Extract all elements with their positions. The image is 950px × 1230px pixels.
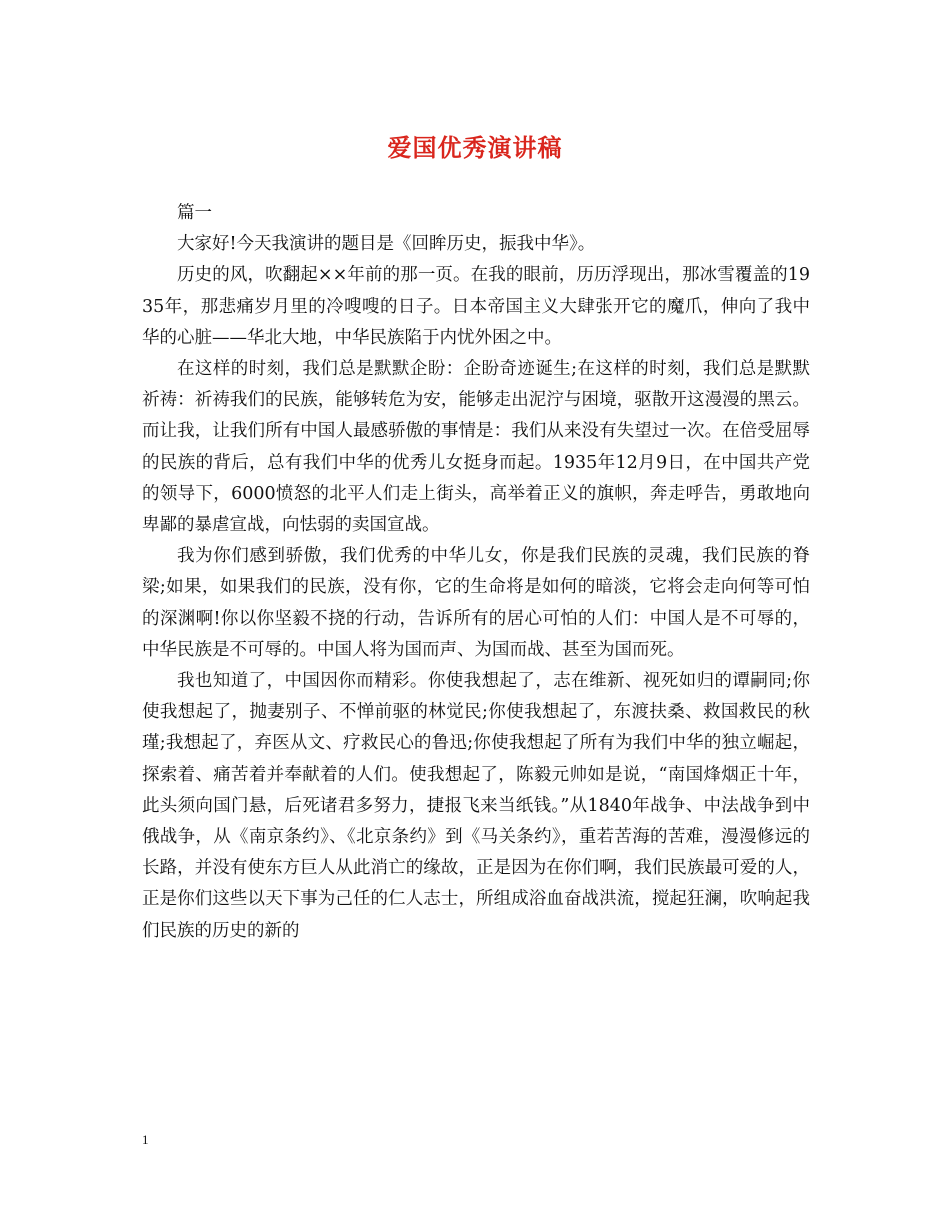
- paragraph: 篇一: [177, 203, 212, 223]
- paragraph: 我也知道了，中国因你而精彩。你使我想起了，志在维新、视死如归的谭嗣同;你使我想起了，抛妻别子、不惮前驱的林觉民;你使我想起了，东渡扶桑、救国救民的秋瑾;我想起了，弃医从文、疗救民心的鲁迅;你使我想起了所有为我们中华的独立崛起，探索着、痛苦着并奉献着的人们。使我想起了，陈毅元帅如是说，“南国烽烟正十年，此头须向国门悬，后死诸君多努力，捷报飞来当纸钱。”从1840年战争、中法战争到中俄战争，从《南京条约》、《北京条约》到《马关条约》，重若苦海的苦难，漫漫修远的长路，并没有使东方巨人从此消亡的缘故，正是因为在你们啊，我们民族最可爱的人，正是你们这些以天下事为己任的仁人志士，所组成浴血奋战洪流，搅起狂澜，吹响起我们民族的历史的新的: [142, 671, 810, 941]
- paragraph: 我为你们感到骄傲，我们优秀的中华儿女，你是我们民族的灵魂，我们民族的脊梁;如果，如果我们的民族，没有你，它的生命将是如何的暗淡，它将会走向何等可怕的深渊啊!你以你坚毅不挠的行动，告诉所有的居心可怕的人们：中国人是不可辱的，中华民族是不可辱的。中国人将为国而声、为国而战、甚至为国而死。: [142, 546, 810, 660]
- paragraph: 在这样的时刻，我们总是默默企盼：企盼奇迹诞生;在这样的时刻，我们总是默默祈祷：祈祷我们的民族，能够转危为安，能够走出泥泞与困境，驱散开这漫漫的黑云。而让我，让我们所有中国人最感骄傲的事情是：我们从来没有失望过一次。在倍受屈辱的民族的背后，总有我们中华的优秀儿女挺身而起。1935年12月9日，在中国共产党的领导下，6000愤怒的北平人们走上街头，高举着正义的旗帜，奔走呼告，勇敢地向卑鄙的暴虐宣战，向怯弱的卖国宣战。: [142, 359, 810, 536]
- page-number: 1: [142, 1132, 149, 1147]
- paragraph: 历史的风，吹翻起××年前的那一页。在我的眼前，历历浮现出，那冰雪覆盖的1935年，那悲痛岁月里的冷嗖嗖的日子。日本帝国主义大肆张开它的魔爪，伸向了我中华的心脏——华北大地，中华民族陷于内忧外困之中。: [142, 265, 810, 348]
- document-body: [142, 198, 810, 947]
- document-title: 爱国优秀演讲稿: [387, 133, 563, 162]
- paragraph: 大家好!今天我演讲的题目是《回眸历史，振我中华》。: [177, 234, 596, 255]
